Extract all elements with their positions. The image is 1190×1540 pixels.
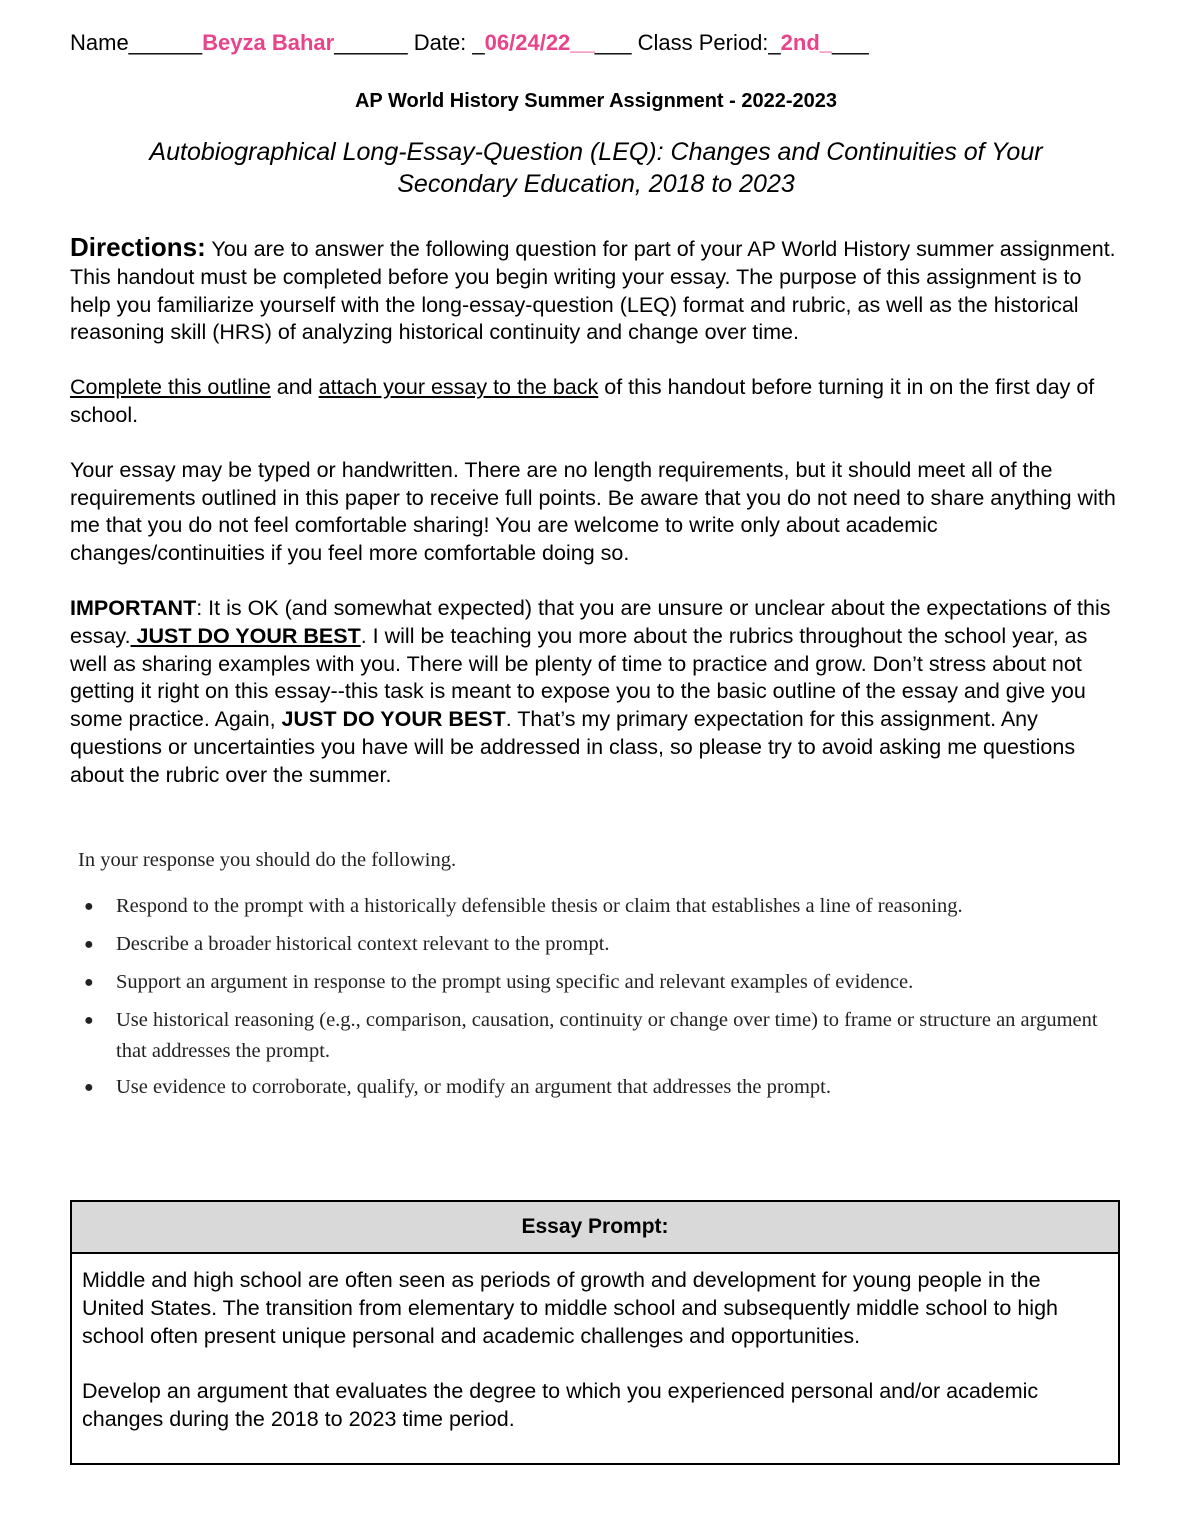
class-period-value: 2nd_ bbox=[780, 30, 833, 55]
list-item-text: Use historical reasoning (e.g., comparison, causation, continuity or change over time) to frame or structure an argument that addresses the prompt. bbox=[116, 1008, 1098, 1062]
list-item bbox=[78, 929, 1122, 960]
bullet-icon: ● bbox=[84, 1011, 94, 1029]
prompt-paragraph-2: Develop an argument that evaluates the degree to which you experienced personal and/or academic changes during the 2018 to 2023 time period. bbox=[82, 1379, 1039, 1431]
list-item-text: Support an argument in response to the prompt using specific and relevant examples of evidence. bbox=[116, 970, 914, 993]
important-text-2: . I will be teaching you more about the rubrics throughout the school year, as well as sharing examples with you. There will be plenty of time to practice and grow. Don’t stress about not getting it right on this essay--this task is meant to expose you to the basic outline of the essay and give you some practice. Again, bbox=[70, 623, 1088, 732]
important-label: IMPORTANT bbox=[70, 595, 197, 620]
response-requirements bbox=[70, 846, 1122, 1103]
list-item-text: Describe a broader historical context relevant to the prompt. bbox=[116, 932, 610, 955]
header-line bbox=[70, 28, 1122, 58]
essay-prompt-body bbox=[72, 1254, 1118, 1433]
typed-or-handwritten-paragraph: Your essay may be typed or handwritten. There are no length requirements, but it should meet all of the requirements outlined in this paper to receive full points. Be aware that you do not need to share anything with me that you do not feel comfortable sharing! You are welcome to write only about academic changes/continuities if you feel more comfortable doing so. bbox=[70, 457, 1116, 566]
bullet-icon: ● bbox=[84, 935, 94, 953]
important-text-3: . That’s my primary expectation for this assignment. Any questions or uncertainties you have will be addressed in class, so please try to avoid asking me questions about the rubric over the summer. bbox=[70, 707, 1076, 787]
outline-paragraph bbox=[70, 374, 1122, 430]
complete-outline-text: Complete this outline bbox=[70, 375, 271, 400]
list-item bbox=[78, 1072, 1122, 1103]
requirements-list bbox=[78, 891, 1122, 1103]
important-text-1: : It is OK (and somewhat expected) that you are unsure or unclear about the expectations of this essay. bbox=[70, 595, 1111, 648]
just-do-your-best-emphasis-1: JUST DO YOUR BEST bbox=[130, 623, 361, 648]
essay-prompt-box bbox=[70, 1200, 1120, 1465]
assignment-title: AP World History Summer Assignment - 2022-2023 bbox=[354, 90, 837, 112]
bullet-icon: ● bbox=[84, 973, 94, 991]
class-period-label: ___ Class Period:_ bbox=[594, 30, 781, 55]
directions-text: You are to answer the following question for part of your AP World History summer assignment. This handout must be completed before you begin writing your essay. The purpose of this assignment is to help you familiarize yourself with the long-essay-question (LEQ) format and rubric, as well as the historical reasoning skill (HRS) of analyzing historical continuity and change over time. bbox=[70, 237, 1116, 345]
important-paragraph bbox=[70, 595, 1122, 790]
bullet-icon: ● bbox=[84, 1078, 94, 1096]
prompt-paragraph-1: Middle and high school are often seen as periods of growth and development for young people in the United States. The transition from elementary to middle school and subsequently middle school to high school often present unique personal and academic challenges and opportunities. bbox=[82, 1268, 1059, 1348]
list-item-text: Use evidence to corroborate, qualify, or modify an argument that addresses the prompt. bbox=[116, 1075, 831, 1098]
list-item bbox=[78, 1005, 1122, 1067]
directions-paragraph bbox=[70, 234, 1122, 347]
outline-rest-text: of this handout before turning it in on the first day of school. bbox=[70, 375, 1095, 427]
name-value: Beyza Bahar bbox=[202, 30, 335, 55]
name-label: Name______ bbox=[70, 30, 203, 55]
attach-essay-text: attach your essay to the back bbox=[318, 375, 599, 400]
directions-label: Directions: bbox=[70, 232, 206, 262]
date-label: ______ Date: _ bbox=[334, 30, 485, 55]
bullet-icon: ● bbox=[84, 897, 94, 915]
essay-prompt-heading: Essay Prompt: bbox=[72, 1202, 1118, 1254]
document-page bbox=[70, 28, 1122, 1110]
list-item bbox=[78, 967, 1122, 998]
header-trailing-blank: ___ bbox=[832, 30, 869, 55]
list-item bbox=[78, 891, 1122, 922]
response-intro: In your response you should do the following. bbox=[78, 848, 457, 871]
assignment-subtitle: Autobiographical Long-Essay-Question (LEQ): Changes and Continuities of Your Secondary Education, 2018 to 2023 bbox=[149, 138, 1043, 198]
just-do-your-best-emphasis-2: JUST DO YOUR BEST bbox=[281, 707, 506, 732]
list-item-text: Respond to the prompt with a historically defensible thesis or claim that establishes a line of reasoning. bbox=[116, 894, 963, 917]
date-value: 06/24/22__ bbox=[484, 30, 595, 55]
outline-mid-text: and bbox=[270, 375, 319, 400]
